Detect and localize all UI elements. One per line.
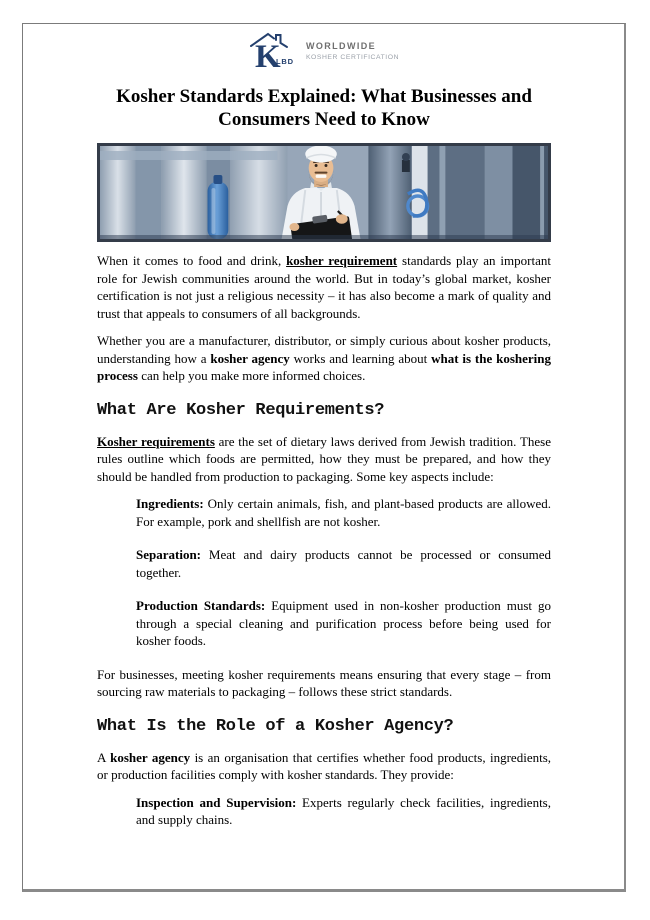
inline-link[interactable]: kosher requirement [286, 253, 398, 268]
logo-tagline-line2: KOSHER CERTIFICATION [305, 54, 400, 61]
agency-paragraph [97, 749, 551, 784]
text-run: standards play an important role for Jewish communities around the world. But in today’s global market, kosher certification is not just a religious necessity – it has also become a mark of quality and trust that appeals to consumers of all backgrounds. [97, 253, 551, 321]
logo-letter-k: K [254, 39, 281, 71]
aspect-inspection-supervision [136, 794, 551, 829]
text-run: are the set of dietary laws derived from Jewish tradition. These rules outline which foods are permitted, how they must be prepared, and how they should be handled from production to packaging. Some key aspects include: [97, 433, 551, 484]
text-run: Ingredients: [136, 496, 204, 511]
blue-gas-cylinder [208, 175, 229, 239]
logo [97, 30, 551, 72]
text-run: For businesses, meeting kosher requirements means ensuring that every stage – from sourcing raw materials to packaging – follows these strict standards. [97, 666, 551, 699]
text-run: Only certain animals, fish, and plant-based products are allowed. For example, pork and shellfish are not kosher. [136, 496, 551, 529]
text-run: Equipment used in non-kosher production must go through a special cleaning and purification process before being used for kosher foods. [136, 598, 551, 648]
businesses-paragraph [97, 666, 551, 701]
section-heading-kosher-requirements: What Are Kosher Requirements? [97, 400, 385, 420]
aspect-production-standards [136, 597, 551, 650]
logo-letters-lbd: LBD [275, 57, 294, 66]
inline-link[interactable]: Kosher requirements [97, 433, 215, 449]
text-run: Inspection and Supervision: [136, 794, 297, 810]
text-run: Whether you are a manufacturer, distributor, or simply curious about kosher products, understanding how a [97, 333, 551, 366]
photo-bottom-shadow [100, 235, 548, 239]
factory-photo-illustration [100, 146, 548, 239]
aspect-ingredients [136, 495, 551, 530]
text-run: Production Standards: [136, 598, 266, 613]
text-run: can help you make more informed choices. [137, 368, 366, 383]
text-run: When it comes to food and drink, [97, 253, 287, 268]
page-title: Kosher Standards Explained: What Businesses and Consumers Need to Know [116, 86, 532, 130]
aspect-separation [136, 546, 551, 581]
text-run: Experts regularly check facilities, ingredients, and supply chains. [136, 794, 551, 827]
text-run: A [97, 749, 111, 765]
document-page [22, 23, 626, 892]
text-run: Separation: [136, 547, 201, 562]
requirements-paragraph [97, 433, 551, 486]
text-run: works and learning about [289, 350, 432, 366]
text-run: what is the koshering process [97, 350, 551, 383]
text-run: kosher agency [110, 749, 191, 765]
hero-image [97, 143, 551, 242]
text-run: Meat and dairy products cannot be processed or consumed together. [136, 547, 551, 580]
intro-paragraph-2 [97, 332, 551, 385]
text-run: is an organisation that certifies whether food products, ingredients, or production facilities comply with kosher standards. They provide: [97, 749, 552, 782]
section-heading-kosher-agency: What Is the Role of a Kosher Agency? [97, 716, 454, 736]
logo-tagline [306, 41, 399, 61]
intro-paragraph-1 [97, 252, 551, 322]
klbd-house-icon [249, 31, 297, 71]
text-run: kosher agency [210, 350, 290, 366]
logo-tagline-line1: WORLDWIDE [305, 41, 377, 51]
